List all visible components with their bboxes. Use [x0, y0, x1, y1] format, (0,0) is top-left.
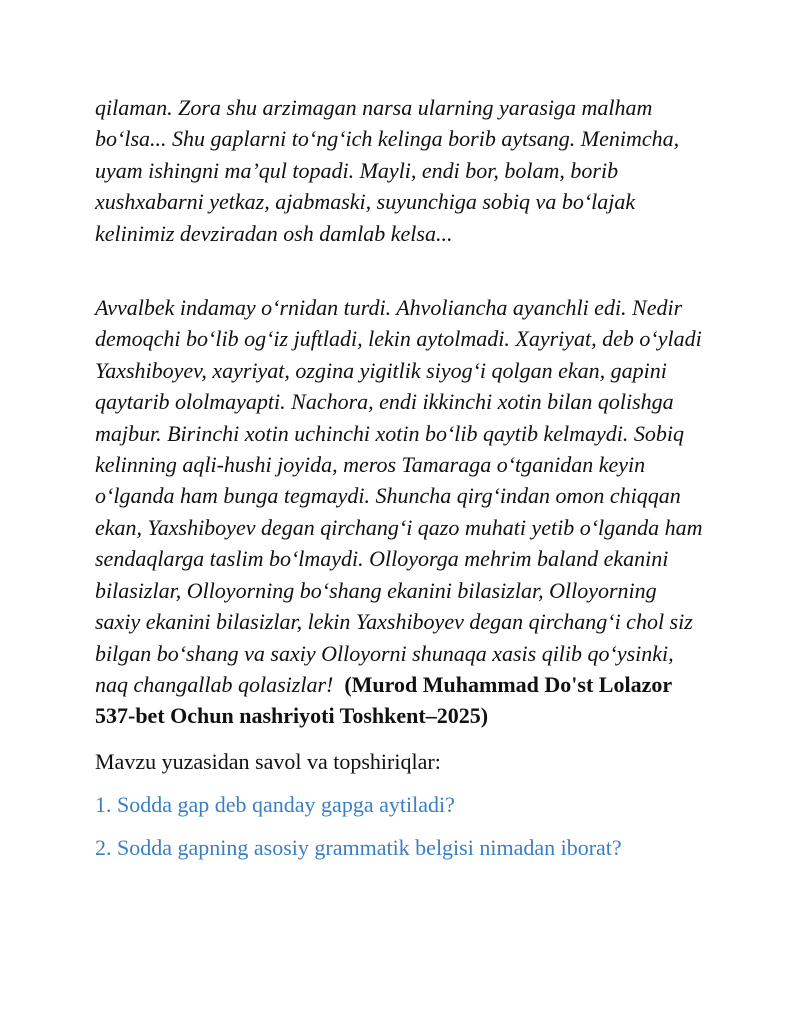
question-1: 1. Sodda gap deb qanday gapga aytiladi? [95, 791, 455, 817]
paragraph-1: qilaman. Zora shu arzimagan narsa ularning yarasiga malham bo‘lsa... Shu gaplarni to‘ng‘ich kelinga borib aytsang. Menimcha, uyam ishingni ma’qul topadi. Mayli, endi bor, bolam, borib xushxabarni yetkaz, ajabmaski, suyunchiga sobiq va bo‘lajak kelinimiz devziradan osh damlab kelsa... [95, 95, 680, 246]
document-page [95, 92, 707, 863]
paragraph-2 [95, 292, 707, 732]
paragraph-2-text: Avvalbek indamay o‘rnidan turdi. Ahvoliancha ayanchli edi. Nedir demoqchi bo‘lib og‘iz juftladi, lekin aytolmadi. Xayriyat, deb o‘yladi Yaxshiboyev, xayriyat, ozgina yigitlik siyog‘i qolgan ekan, gapini qaytarib ololmayapti. Nachora, endi ikkinchi xotin bilan qolishga majbur. Birinchi xotin uchinchi xotin bo‘lib qaytib kelmaydi. Sobiq kelinning aqli-hushi joyida, meros Tamaraga o‘tganidan keyin o‘lganda ham bunga tegmaydi. Shuncha qirg‘indan omon chiqqan ekan, Yaxshiboyev degan qirchang‘i qazo muhati yetib o‘lganda ham sendaqlarga taslim bo‘lmaydi. Olloyorga mehrim baland ekanini bilasizlar, Olloyorning bo‘shang ekanini bilasizlar, Olloyorning saxiy ekanini bilasizlar, lekin Yaxshiboyev degan qirchang‘i chol siz bilgan bo‘shang va saxiy Olloyorni shunaqa xasis qilib qo‘ysinki, naq changallab qolasizlar! [95, 295, 703, 697]
tasks-heading: Mavzu yuzasidan savol va topshiriqlar: [95, 748, 441, 774]
source-citation: (Murod Muhammad Do'st Lolazor 537-bet Ochun nashriyoti Toshkent–2025) [95, 671, 672, 729]
question-2: 2. Sodda gapning asosiy grammatik belgisi nimadan iborat? [95, 834, 622, 860]
